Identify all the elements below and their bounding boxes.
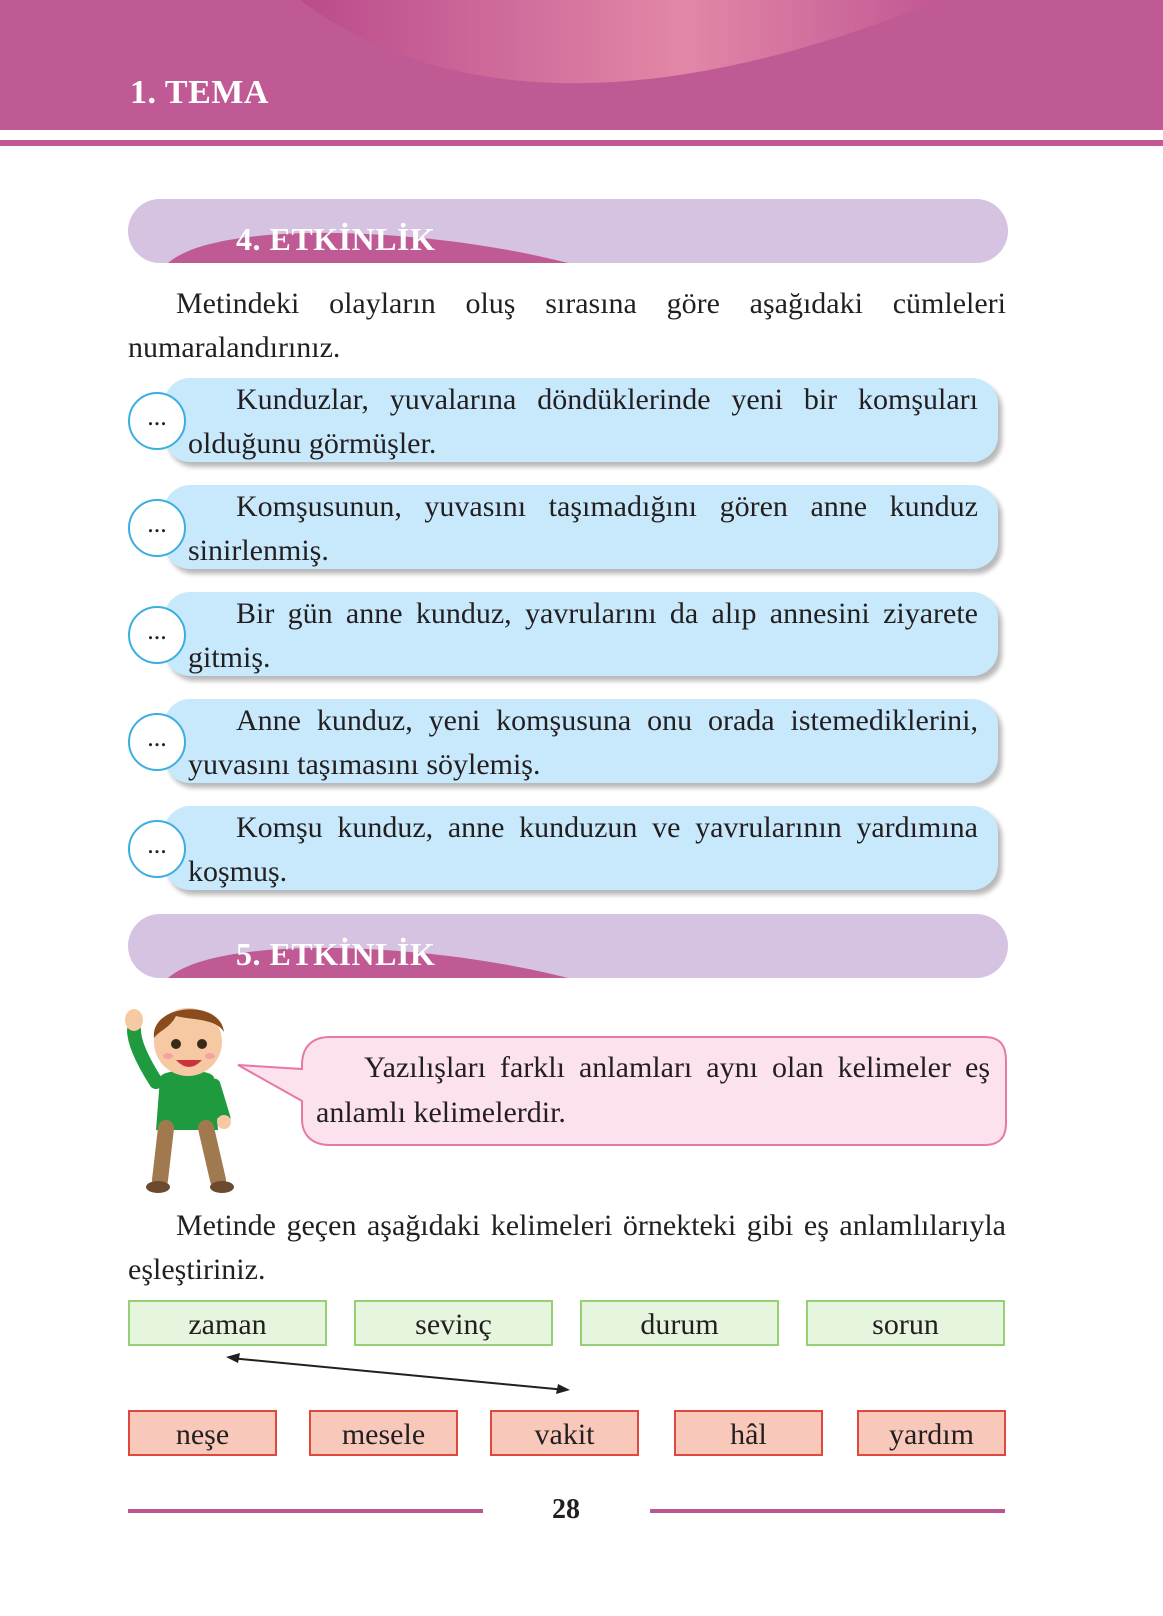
order-number-field[interactable] — [128, 820, 186, 878]
activity5-instruction: Metinde geçen aşağıdaki kelimeleri örnekteki gibi eş anlamlılarıyla eşleştiriniz. — [128, 1209, 1006, 1286]
sentence-text: Anne kunduz, yeni komşusuna onu orada istemediklerini, yuvasını taşımasını söylemiş. — [188, 704, 978, 781]
order-placeholder: ... — [147, 509, 167, 538]
example-match-arrow — [220, 1350, 580, 1400]
activity4-banner — [128, 199, 1008, 263]
definition-text: Yazılışları farklı anlamları aynı olan kelimeler eş anlamlı kelimelerdir. — [316, 1051, 990, 1129]
order-placeholder: ... — [147, 723, 167, 752]
activity5-title: 5. ETKİNLİK — [236, 936, 436, 972]
footer-line-left — [128, 1509, 483, 1513]
order-number-field[interactable] — [128, 713, 186, 771]
activity5-banner — [128, 914, 1008, 978]
speech-bubble — [296, 1035, 1006, 1147]
order-placeholder: ... — [147, 830, 167, 859]
sentence-item — [147, 378, 1004, 462]
word-box-bottom[interactable]: hâl — [674, 1410, 823, 1456]
sentence-text: Kunduzlar, yuvalarına döndüklerinde yeni bir komşuları olduğunu görmüşler. — [188, 383, 978, 460]
footer-line-right — [650, 1509, 1005, 1513]
sentence-item — [147, 485, 1004, 569]
word-box-top[interactable]: zaman — [128, 1300, 327, 1346]
activity4-instruction: Metindeki olayların oluş sırasına göre aşağıdaki cümleleri numaralandırınız. — [128, 287, 1006, 364]
word-box-top[interactable]: sorun — [806, 1300, 1005, 1346]
theme-title: 1. TEMA — [130, 74, 269, 111]
order-placeholder: ... — [147, 402, 167, 431]
order-number-field[interactable] — [128, 499, 186, 557]
word-box-top[interactable]: sevinç — [354, 1300, 553, 1346]
sentence-item — [147, 592, 1004, 676]
page-number: 28 — [552, 1494, 580, 1525]
sentence-item — [147, 699, 1004, 783]
word-box-bottom[interactable]: neşe — [128, 1410, 277, 1456]
activity4-title: 4. ETKİNLİK — [236, 221, 436, 257]
order-number-field[interactable] — [128, 606, 186, 664]
order-number-field[interactable] — [128, 392, 186, 450]
word-box-bottom[interactable]: yardım — [857, 1410, 1006, 1456]
sentence-text: Bir gün anne kunduz, yavrularını da alıp annesini ziyarete gitmiş. — [188, 597, 978, 674]
order-placeholder: ... — [147, 616, 167, 645]
word-box-bottom[interactable]: vakit — [490, 1410, 639, 1456]
sentence-text: Komşusunun, yuvasını taşımadığını gören anne kunduz sinirlenmiş. — [188, 490, 978, 567]
word-box-top[interactable]: durum — [580, 1300, 779, 1346]
word-box-bottom[interactable]: mesele — [309, 1410, 458, 1456]
sentence-item — [147, 806, 1004, 890]
sentence-text: Komşu kunduz, anne kunduzun ve yavrularının yardımına koşmuş. — [188, 811, 978, 888]
